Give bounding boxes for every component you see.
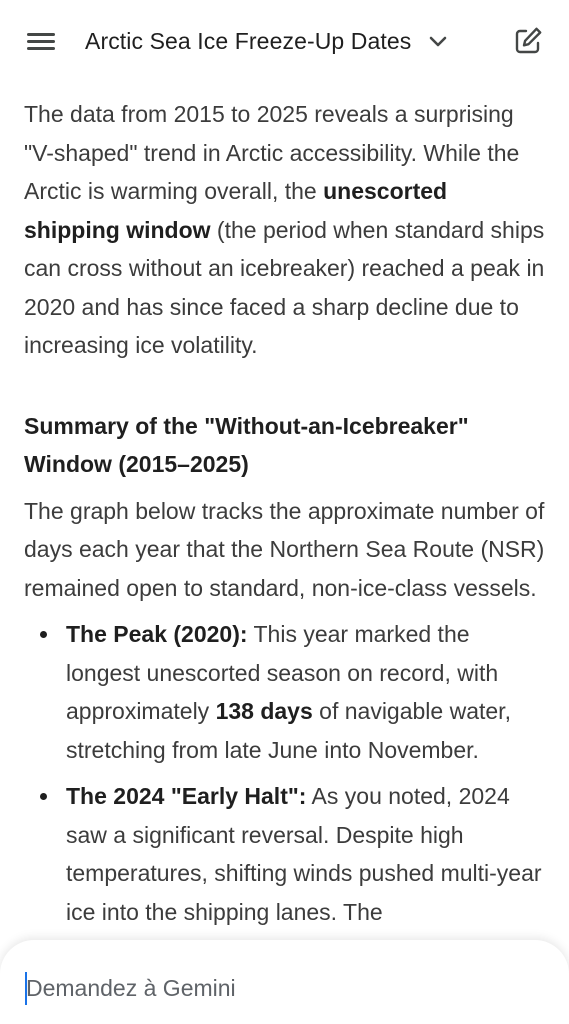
prompt-input[interactable]: [26, 971, 526, 1005]
intro-paragraph: [24, 95, 545, 365]
section-heading: Summary of the "Without-an-Icebreaker" Window (2015–2025): [24, 412, 469, 477]
summary-paragraph: The graph below tracks the approximate number of days each year that the Northern Sea Route (NSR) remained open to standard, non-ice-class vessels.: [24, 497, 545, 601]
bullet-text: As you noted, 2024 saw a significant reversal. Despite high temperatures, shifting winds pushed multi-year ice into the shipping lanes. The: [66, 783, 542, 925]
chevron-down-icon: [427, 30, 449, 52]
list-item: [24, 777, 545, 931]
app-header: [0, 0, 569, 82]
bullet-label: The 2024 "Early Halt":: [66, 783, 307, 809]
bullet-text: This year marked the longest unescorted season on record, with approximately: [66, 621, 499, 724]
bullet-label: The Peak (2020):: [66, 621, 248, 647]
intro-bold-term: unescorted shipping window: [24, 178, 448, 243]
bullet-dot: [40, 793, 47, 800]
conversation-title-dropdown[interactable]: [85, 24, 449, 58]
list-item: [24, 615, 545, 769]
text-caret: [25, 972, 27, 1005]
bullet-text: of navigable water, stretching from late June into November.: [66, 698, 511, 763]
response-content: [24, 95, 545, 939]
hamburger-menu-icon[interactable]: [24, 26, 58, 56]
intro-text-2: (the period when standard ships can cross without an icebreaker) reached a peak in 2020 and has since faced a sharp decline due to increasing ice volatility.: [24, 216, 545, 358]
conversation-title: Arctic Sea Ice Freeze-Up Dates: [85, 27, 412, 54]
intro-text-1: The data from 2015 to 2025 reveals a surprising "V-shaped" trend in Arctic accessibility. While the Arctic is warming overall, the: [24, 101, 520, 204]
bullet-dot: [40, 631, 47, 638]
bullet-bold-value: 138 days: [215, 698, 313, 724]
bullet-list: [24, 615, 545, 931]
edit-square-icon[interactable]: [512, 25, 544, 57]
